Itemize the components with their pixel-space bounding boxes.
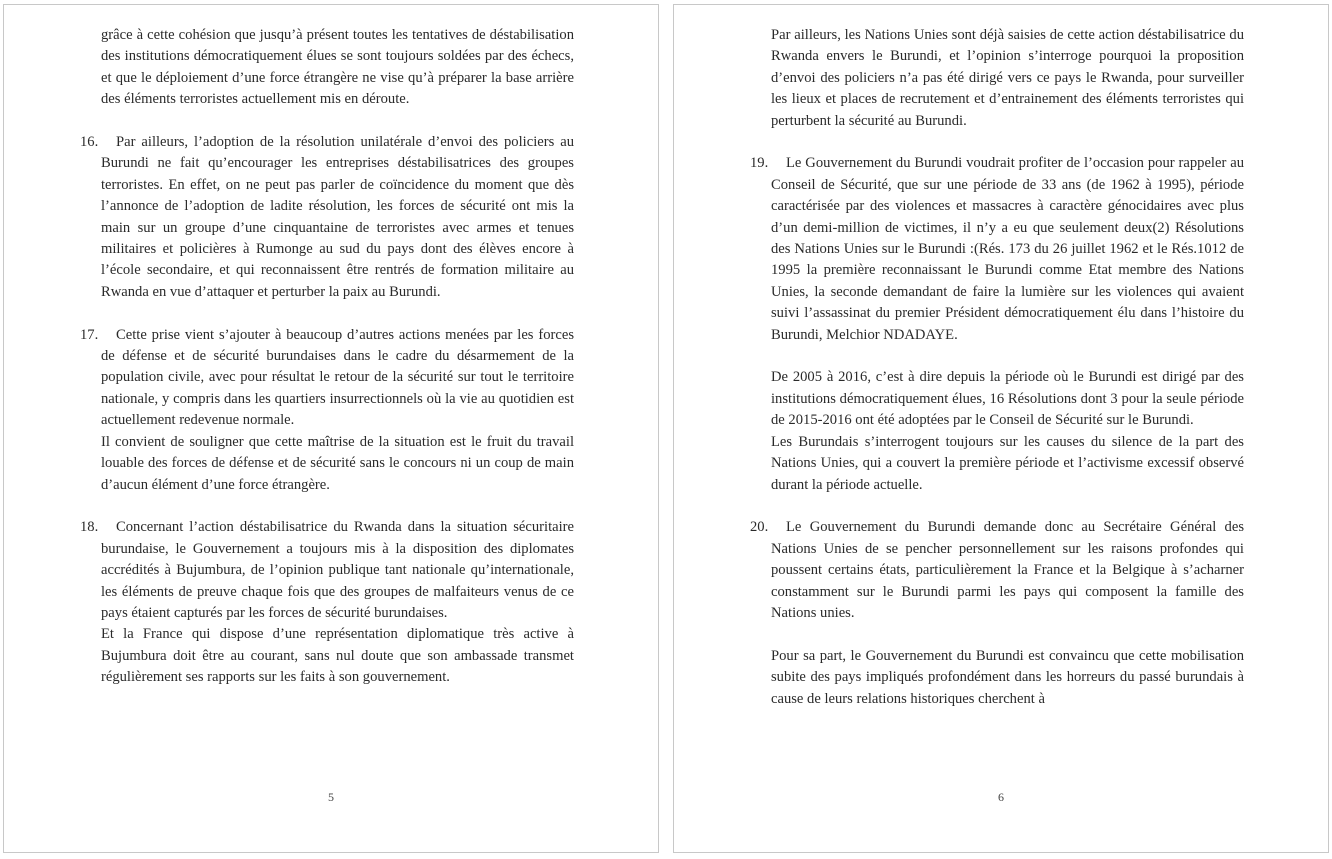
- paragraph-text: Il convient de souligner que cette maîtrise de la situation est le fruit du travail louable des forces de défense et de sécurité sans le concours ni un coup de main d’aucun élément d’une force étrangère.: [101, 433, 574, 493]
- paragraph-text: Par ailleurs, les Nations Unies sont déjà saisies de cette action déstabilisatrice du Rwanda envers le Burundi, et l’opinion s’interroge pourquoi la proposition d’envoi des policiers n’a pas été dirigé vers ce pays le Rwanda, pour surveiller les lieux et places de recrutement et d’entrainement des éléments terroristes qui perturbent la sécurité au Burundi.: [771, 27, 1244, 129]
- page-number: 5: [328, 790, 334, 804]
- paragraph-17: [80, 325, 574, 432]
- document-page-6: [673, 4, 1329, 853]
- paragraph-19: [750, 153, 1244, 346]
- paragraph-19-continued-2: [771, 432, 1244, 496]
- paragraph-text: Et la France qui dispose d’une représentation diplomatique très active à Bujumbura doit être au courant, sans nul doute que son ambassade transmet régulièrement ses rapports sur les faits à son gouvernement.: [101, 626, 574, 686]
- paragraph-number: 16.: [80, 134, 99, 151]
- paragraph-19-continued: [771, 367, 1244, 431]
- paragraph-continuation: [771, 25, 1244, 132]
- paragraph-text: Par ailleurs, l’adoption de la résolution unilatérale d’envoi des policiers au Burundi ne fait qu’encourager les entreprises déstabilisatrices des groupes terroristes. En effet, on ne peut pas parler de coïncidence du moment que dès l’annonce de l’adoption de ladite résolution, les forces de sécurité ont mis la main sur un groupe d’une cinquantaine de terroristes avec armes et tenues militaires et policières à Rumonge au sud du pays dont des élèves encore à l’école secondaire, et qui reconnaissent être rentrés de formation militaire au Rwanda en vue d’attaquer et perturber la paix au Burundi.: [101, 134, 574, 300]
- paragraph-text: Le Gouvernement du Burundi demande donc au Secrétaire Général des Nations Unies de se pencher personnellement sur les raisons profondes qui poussent certains états, particulièrement la France et la Belgique à s’acharner constamment sur le Burundi parmi les pays qui composent la famille des Nations unies.: [771, 519, 1244, 621]
- paragraph-20: [750, 517, 1244, 624]
- page-number: 6: [998, 790, 1004, 804]
- paragraph-18: [80, 517, 574, 624]
- paragraph-16: [80, 132, 574, 303]
- page-body: [4, 25, 658, 710]
- paragraph-number: 19.: [750, 155, 769, 172]
- paragraph-number: 20.: [750, 519, 769, 536]
- paragraph-continuation: [101, 25, 574, 111]
- paragraph-text: Pour sa part, le Gouvernement du Burundi est convaincu que cette mobilisation subite des pays impliqués profondément dans les horreurs du passé burundais à cause de leurs relations historiques cherchent à: [771, 647, 1244, 707]
- paragraph-number: 17.: [80, 326, 99, 343]
- paragraph-17-continued: [101, 432, 574, 496]
- paragraph-18-continued: [101, 624, 574, 688]
- document-page-5: [3, 4, 659, 853]
- paragraph-text: Concernant l’action déstabilisatrice du Rwanda dans la situation sécuritaire burundaise, le Gouvernement a toujours mis à la disposition des diplomates accrédités à Bujumbura, de l’opinion publique tant nationale qu’internationale, les éléments de preuve chaque fois que des groupes de malfaiteurs venus de ce pays étaient capturés par les forces de sécurité burundaises.: [101, 519, 574, 621]
- paragraph-text: Le Gouvernement du Burundi voudrait profiter de l’occasion pour rappeler au Conseil de Sécurité, que sur une période de 33 ans (de 1962 à 1995), période caractérisée par des violences et massacres à caractère génocidaires avec plus d’un demi-million de victimes, il n’y a eu que seulement deux(2) Résolutions des Nations Unies sur le Burundi :(Rés. 173 du 26 juillet 1962 et le Rés.1012 de 1995 la première reconnaissant le Burundi comme Etat membre des Nations Unies, la seconde demandant de faire la lumière sur les violences qui avaient suivi l’assassinat du premier Président démocratiquement élu dans l’histoire du Burundi, Melchior NDADAYE.: [771, 155, 1244, 343]
- paragraph-20-continued: [771, 646, 1244, 710]
- paragraph-number: 18.: [80, 519, 99, 536]
- paragraph-text: Les Burundais s’interrogent toujours sur les causes du silence de la part des Nations Unies, qui a couvert la première période et l’activisme excessif observé durant la période actuelle.: [771, 433, 1244, 493]
- paragraph-text: Cette prise vient s’ajouter à beaucoup d’autres actions menées par les forces de défense et de sécurité burundaises dans le cadre du désarmement de la population civile, avec pour résultat le retour de la sécurité sur tout le territoire nationale, y compris dans les quartiers insurrectionnels où la vie au quotidien est actuellement redevenue normale.: [101, 326, 574, 429]
- paragraph-text: De 2005 à 2016, c’est à dire depuis la période où le Burundi est dirigé par des institutions démocratiquement élues, 16 Résolutions dont 3 pour la seule période de 2015-2016 ont été adoptées par le Conseil de Sécurité sur le Burundi.: [771, 369, 1244, 429]
- paragraph-text: grâce à cette cohésion que jusqu’à présent toutes les tentatives de déstabilisation des institutions démocratiquement élues se sont toujours soldées par des échecs, et que le déploiement d’une force étrangère ne vise qu’à préparer la base arrière des éléments terroristes actuellement mis en déroute.: [101, 27, 574, 108]
- page-body: [674, 25, 1328, 731]
